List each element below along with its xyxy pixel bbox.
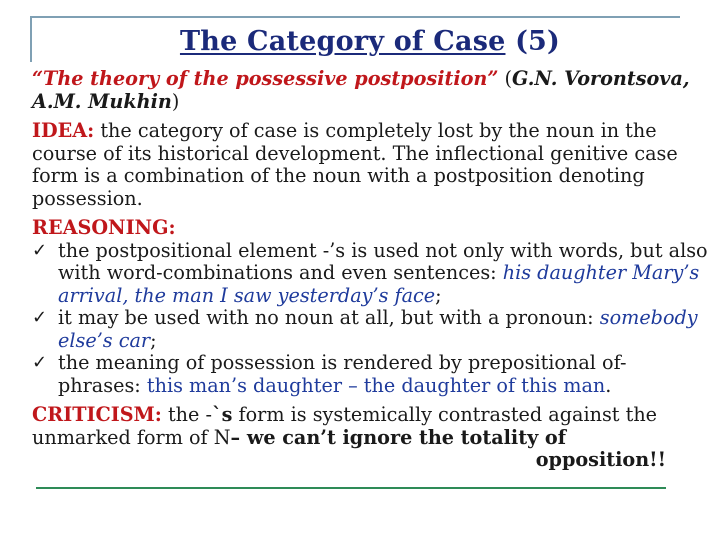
reason-example: this man’s daughter – the daughter of this man <box>146 373 606 397</box>
reason-example: somebody else’s car <box>58 306 698 352</box>
reason-text: the postpositional element -’s is used not only with words, but also with word-combinations and even sentences: <box>58 238 708 284</box>
criticism-last-line <box>32 449 708 472</box>
reason-text: the meaning of possession is rendered by prepositional of-phrases: <box>58 351 627 397</box>
reasoning-label-text: REASONING: <box>32 216 176 239</box>
theory-name: “The theory of the possessive postposition” <box>32 67 499 90</box>
list-item <box>32 240 708 308</box>
checkmark-icon: ✓ <box>32 239 48 261</box>
list-item <box>32 307 708 352</box>
reason-end: ; <box>150 328 157 352</box>
top-rule <box>30 16 680 18</box>
criticism-label: CRITICISM: <box>32 403 162 426</box>
reason-end: ; <box>435 283 442 307</box>
list-item <box>32 352 708 397</box>
criticism-emphasis: – we can’t ignore the totality of <box>230 425 566 449</box>
criticism-suffix: `s <box>211 403 233 426</box>
theory-paren-open: ( <box>498 67 513 90</box>
title-number: (5) <box>505 26 561 57</box>
reasoning-label <box>32 217 708 240</box>
slide-body <box>32 68 708 472</box>
bottom-rule <box>36 487 666 489</box>
idea-paragraph <box>32 120 708 210</box>
reasoning-list <box>32 240 708 398</box>
title-main: The Category of Case <box>179 26 506 57</box>
checkmark-icon: ✓ <box>32 307 48 328</box>
idea-text: the category of case is completely lost by the noun in the course of its historical development. The inflectional genitive case form is a combination of the noun with a postposition denoting possession. <box>32 119 678 210</box>
criticism-text: the - <box>161 403 212 426</box>
checkmark-icon: ✓ <box>32 352 48 373</box>
reason-text: it may be used with no noun at all, but with a pronoun: <box>58 306 600 329</box>
slide-title <box>0 26 720 57</box>
idea-label: IDEA: <box>32 119 95 142</box>
reason-example: his daughter Mary’s arrival, the man I saw yesterday’s face <box>58 261 700 307</box>
reason-end: . <box>605 373 612 397</box>
theory-line <box>32 68 708 113</box>
criticism-text-2: form is systemically contrasted against the unmarked form of N <box>32 403 658 449</box>
criticism-emphasis-end: opposition!! <box>535 448 666 471</box>
theory-authors: G.N. Vorontsova, A.M. Mukhin <box>32 67 690 113</box>
criticism-paragraph <box>32 404 708 449</box>
theory-paren-close: ) <box>171 89 180 113</box>
